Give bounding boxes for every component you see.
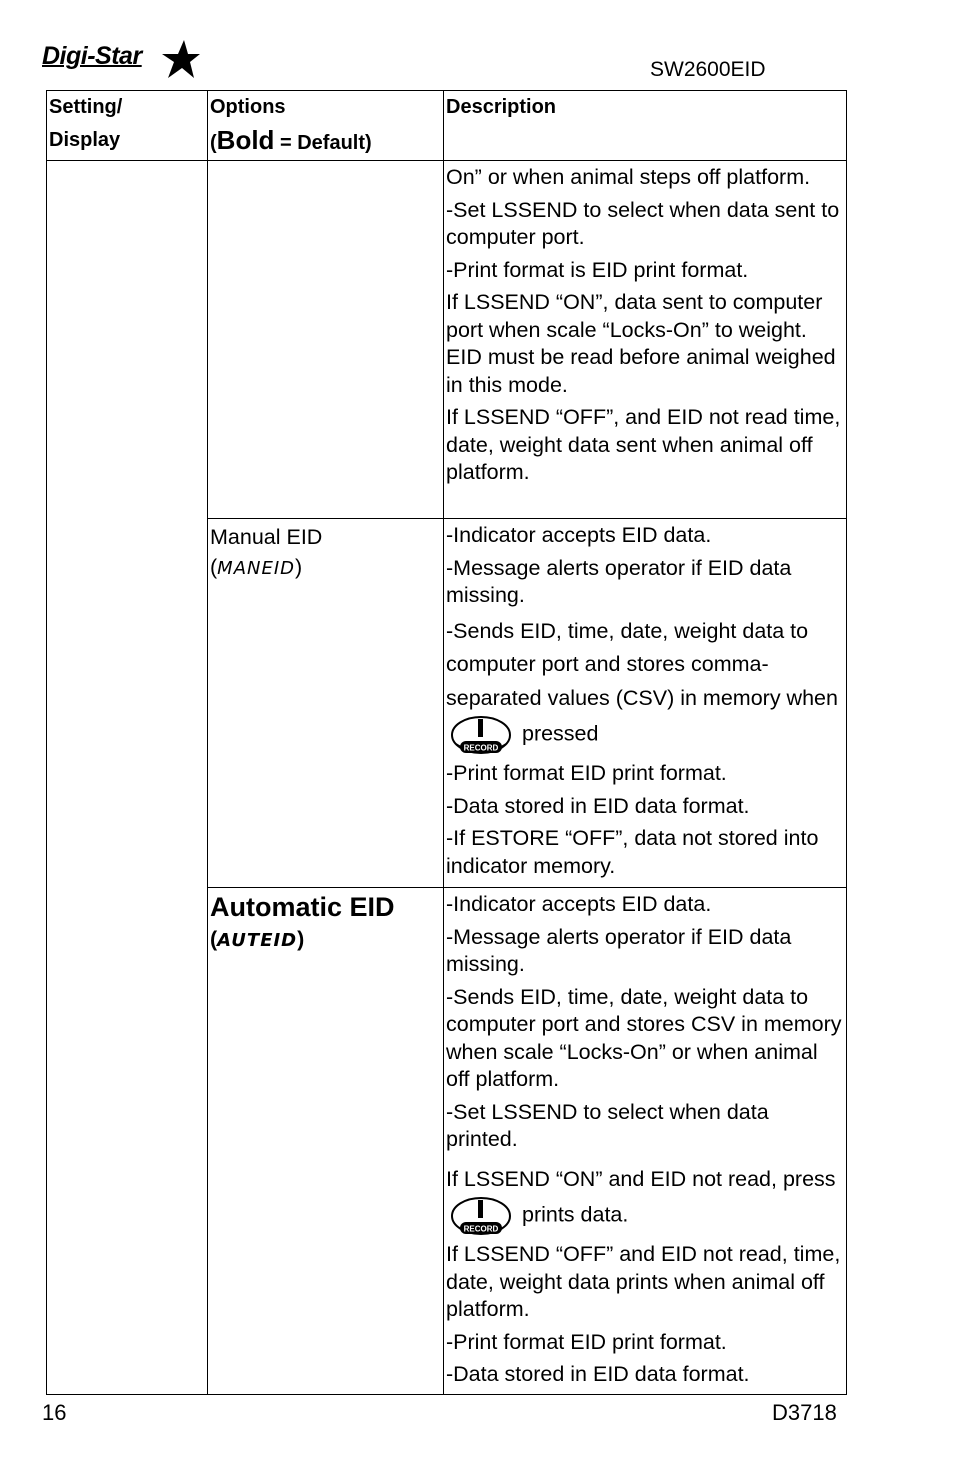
desc-line: If LSSEND “ON” and EID not read, press RECORD prints data. (446, 1159, 844, 1242)
table-header-row (47, 91, 847, 161)
document-code: D3718 (772, 1400, 837, 1425)
record-key-icon (450, 715, 512, 755)
description-cell (444, 161, 847, 519)
option-name: Manual EID (210, 525, 323, 549)
desc-line: If LSSEND “OFF” and EID not read, time, date, weight data prints when animal off platform. (446, 1242, 841, 1321)
option-cell (208, 161, 444, 519)
desc-line: -Data stored in EID data format. (446, 1362, 750, 1386)
desc-line: -Set LSSEND to select when data sent to computer port. (446, 197, 840, 249)
option-cell-manual-eid: Manual EID (MANEID) (208, 519, 444, 888)
desc-line: -If ESTORE “OFF”, data not stored into indicator memory. (446, 826, 819, 878)
page-number: 16 (42, 1400, 67, 1425)
settings-table (46, 90, 847, 1395)
header-options: Options (Bold = Default) (208, 91, 444, 161)
desc-line: -Print format is EID print format. (446, 257, 749, 282)
svg-text:RECORD: RECORD (463, 1224, 499, 1234)
desc-line: On” or when animal steps off platform. (446, 165, 811, 189)
description-cell (444, 888, 847, 1395)
star-icon (152, 40, 200, 80)
desc-line: -Data stored in EID data format. (446, 793, 750, 818)
desc-line: -Sends EID, time, date, weight data to computer port and stores CSV in memory when scale “Locks-On” or when animal off platform. (446, 984, 842, 1091)
desc-line: If LSSEND “OFF”, and EID not read time, date, weight data sent when animal off platform. (446, 405, 841, 484)
desc-line: -Indicator accepts EID data. (446, 892, 712, 916)
desc-line: If LSSEND “ON”, data sent to computer port when scale “Locks-On” to weight. EID must be read before animal weighed in this mode. (446, 290, 836, 397)
svg-text:RECORD: RECORD (463, 743, 499, 753)
digi-star-logo (42, 38, 202, 82)
option-display-code: MANEID (217, 558, 296, 579)
setting-cell (47, 161, 208, 1395)
desc-line: -Print format EID print format. (446, 1329, 727, 1354)
header-description: Description (444, 91, 847, 161)
desc-line: -Sends EID, time, date, weight data to computer port and stores comma-separated values (CSV) in memory when RECORD pressed (446, 615, 844, 761)
description-cell (444, 519, 847, 888)
desc-line: -Set LSSEND to select when data printed. (446, 1099, 769, 1151)
record-key-icon (450, 1196, 512, 1236)
option-name: Automatic EID (210, 892, 395, 922)
option-cell-automatic-eid: Automatic EID (AUTEID) (208, 888, 444, 1395)
desc-line: -Message alerts operator if EID data missing. (446, 555, 792, 607)
desc-line: -Message alerts operator if EID data missing. (446, 924, 792, 976)
header-setting-display: Setting/ Display (47, 91, 208, 161)
desc-line: -Indicator accepts EID data. (446, 523, 712, 547)
table-row (47, 161, 847, 519)
model-number: SW2600EID (650, 58, 766, 81)
option-display-code: AUTEID (217, 930, 298, 951)
logo-text: Digi-Star (42, 42, 142, 70)
desc-line: -Print format EID print format. (446, 761, 727, 785)
